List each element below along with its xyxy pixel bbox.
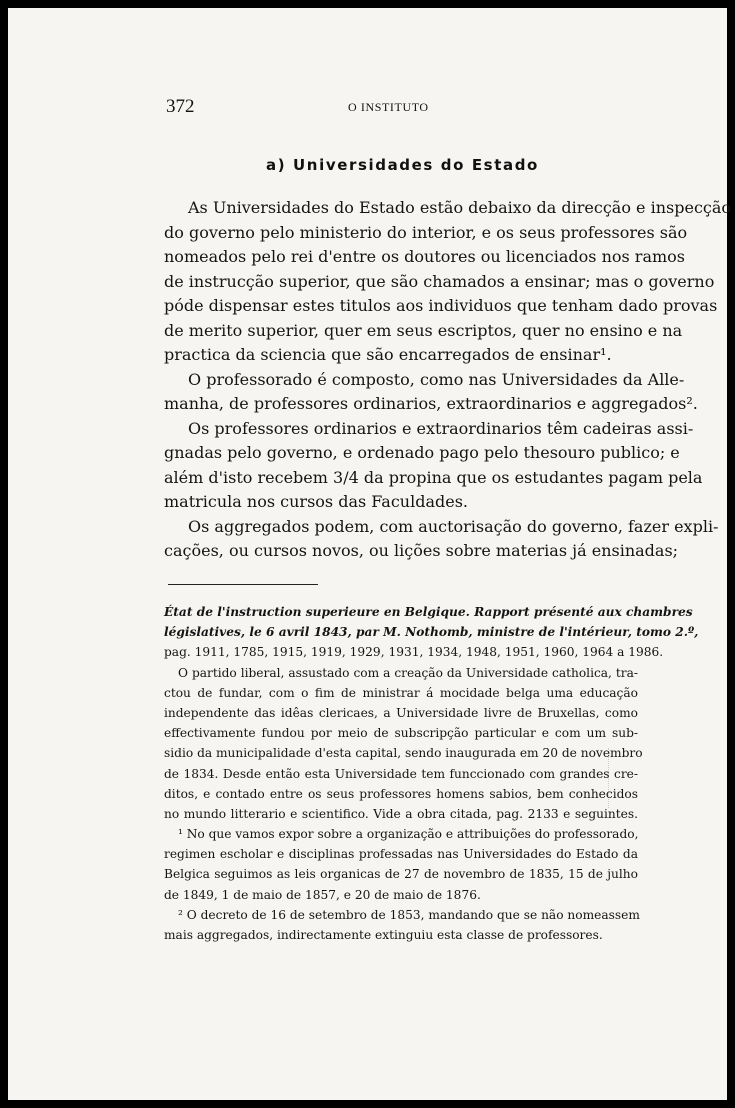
page-header (8, 96, 727, 116)
body-line: practica da sciencia que são encarregados de ensinar¹. (164, 345, 612, 364)
body-line: manha, de professores ordinarios, extraordinarios e aggregados². (164, 394, 698, 413)
body-line: matricula nos cursos das Faculdades. (164, 492, 469, 511)
footnote-line: de 1834. Desde então esta Universidade tem funccionado com grandes cre- (164, 766, 638, 781)
footnote-line: O partido liberal, assustado com a creação da Universidade catholica, tra- (178, 665, 638, 680)
footnotes (164, 602, 699, 945)
footnote-rule (168, 584, 318, 585)
body-line: O professorado é composto, como nas Universidades da Alle- (188, 369, 685, 389)
footnote-line: mais aggregados, indirectamente extinguiu esta classe de professores. (164, 928, 603, 942)
footnote-line: pag. 1911, 1785, 1915, 1919, 1929, 1931, 1934, 1948, 1951, 1960, 1964 a 1986. (164, 645, 664, 660)
footnote-line: effectivamente fundou por meio de subscripção particular e com um sub- (164, 726, 638, 741)
body-line: de merito superior, quer em seus escriptos, quer no ensino e na (164, 320, 683, 340)
body-line: cações, ou cursos novos, ou lições sobre materias já ensinadas; (164, 541, 679, 560)
running-head: O INSTITUTO (348, 100, 429, 114)
book-page (8, 8, 732, 1100)
body-line: As Universidades do Estado estão debaixo da direcção e inspecção (188, 198, 732, 217)
body-line: Os professores ordinarios e extraordinarios têm cadeiras assi- (188, 418, 694, 438)
footnote-line: independente das idêas clericaes, a Universidade livre de Bruxellas, como (164, 705, 638, 720)
footnote-line: sidio da municipalidade d'esta capital, sendo inaugurada em 20 de novembro (164, 746, 643, 761)
footnote-line: Belgica seguimos as leis organicas de 27 de novembro de 1835, 15 de julho (164, 867, 638, 882)
body-line: gnadas pelo governo, e ordenado pago pelo thesouro publico; e (164, 443, 680, 462)
footnote-line: no mundo litterario e scientifico. Vide a obra citada, pag. 2133 e seguintes. (164, 806, 638, 821)
body-line: do governo pelo ministerio do interior, e os seus professores são (164, 222, 688, 242)
body-line: póde dispensar estes titulos aos individuos que tenham dado provas (164, 296, 718, 315)
footnote-line: État de l'instruction superieure en Belgique. Rapport présenté aux chambres (164, 605, 693, 619)
body-text (164, 196, 732, 564)
footnote-line: ctou de fundar, com o fim de ministrar á mocidade belga uma educação (164, 685, 638, 700)
footnote-line: ¹ No que vamos expor sobre a organização e attribuições do professorado, (178, 827, 639, 842)
footnote-line: ditos, e contado entre os seus professores homens sabios, bem conhecidos (164, 786, 638, 801)
body-line: de instrucção superior, que são chamados a ensinar; mas o governo (164, 271, 715, 291)
body-line: Os aggregados podem, com auctorisação do governo, fazer expli- (188, 516, 719, 536)
body-line: nomeados pelo rei d'entre os doutores ou licenciados nos ramos (164, 247, 686, 266)
footnote-line: législatives, le 6 avril 1843, par M. Nothomb, ministre de l'intérieur, tomo 2.º, (164, 625, 699, 640)
footnote-line: regimen escholar e disciplinas professadas nas Universidades do Estado da (164, 847, 638, 862)
body-line: além d'isto recebem 3/4 da propina que os estudantes pagam pela (164, 467, 703, 487)
footnote-line: de 1849, 1 de maio de 1857, e 20 de maio de 1876. (164, 887, 481, 902)
section-title: a) Universidades do Estado (266, 156, 539, 174)
page-number: 372 (166, 96, 195, 117)
footnote-line: ² O decreto de 16 de setembro de 1853, mandando que se não nomeassem (178, 907, 640, 922)
